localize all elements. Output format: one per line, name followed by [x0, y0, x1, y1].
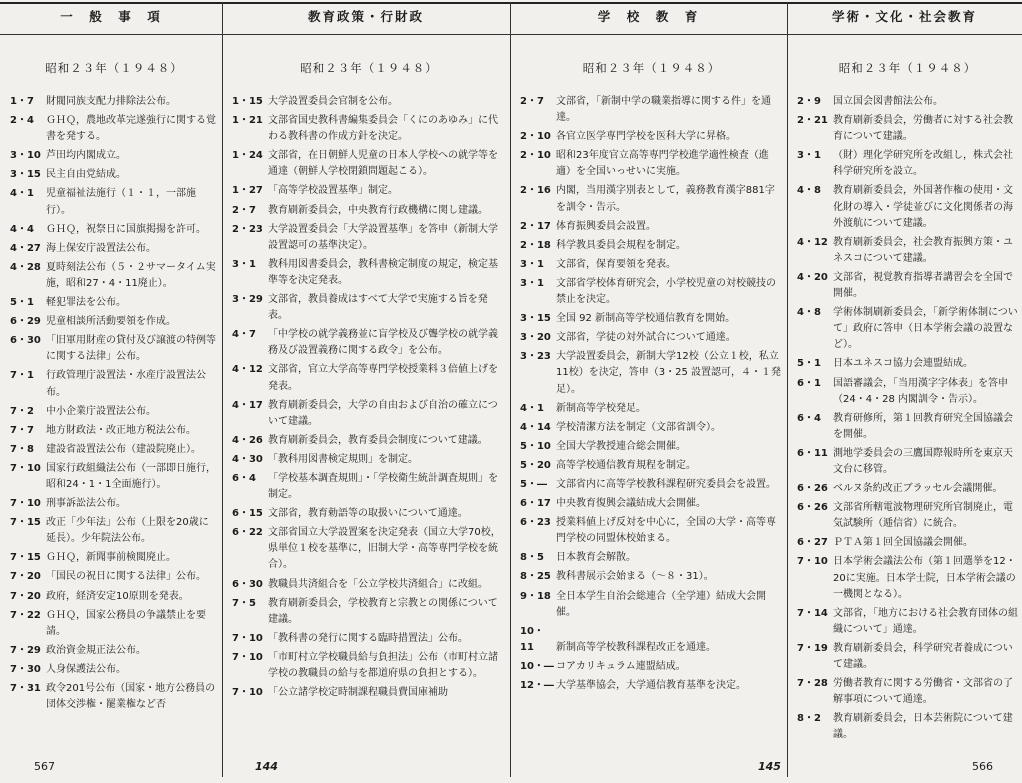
entry-date: 3・20 — [520, 332, 551, 344]
timeline-entry — [232, 577, 506, 593]
entry-text: 教科用図書委員会，教科書検定制度の規定，検定基準等を決定発表。 — [268, 258, 498, 286]
timeline-entry — [232, 203, 506, 219]
entry-text: 文部省，保育要領を発表。 — [556, 258, 676, 270]
entry-text: 芦田均内閣成立。 — [46, 150, 126, 162]
entry-text: 地方財政法・改正地方税法公布。 — [46, 424, 196, 436]
timeline-entry — [10, 662, 218, 678]
entry-date: 2・10 — [520, 150, 551, 162]
column-education-policy — [222, 0, 510, 783]
entry-text: 民主自由党結成。 — [46, 169, 126, 181]
timeline-entry — [797, 711, 1018, 743]
entry-text: 国立国会図書館法公布。 — [833, 96, 943, 107]
entry-text: ベルヌ条約改正ブラッセル会議開催。 — [833, 483, 1003, 495]
column-school-education — [510, 0, 787, 783]
entry-text: 児童相談所活動要領を作成。 — [46, 316, 176, 328]
timeline-entry — [10, 442, 218, 458]
entry-text: 教職員共済組合を「公立学校共済組合」に改組。 — [268, 578, 488, 590]
timeline-entry — [232, 650, 506, 682]
timeline-entry — [10, 222, 218, 238]
timeline-entry — [10, 404, 218, 420]
entry-date: 3・1 — [797, 150, 821, 162]
entry-text: 刑事訴訟法公布。 — [46, 498, 126, 510]
timeline-entry — [520, 458, 783, 474]
entry-date: 2・7 — [232, 204, 256, 216]
entry-text: ＧＨＱ，農地改革完遂強行に関する覚書を発する。 — [46, 115, 216, 143]
entry-date: 7・28 — [797, 678, 828, 690]
timeline-entry — [10, 589, 218, 605]
entry-text: 教育刷新委員会，外国著作権の使用・文化財の導入・学徒並びに文化関係者の海外渡航について建議。 — [833, 185, 1013, 229]
entry-date: 4・14 — [520, 421, 551, 433]
timeline-entry — [10, 608, 218, 640]
entry-date: 8・5 — [520, 552, 544, 564]
entry-text: コアカリキュラム連盟結成。 — [556, 660, 686, 672]
entry-text: ＧＨＱ，国家公務員の争議禁止を要請。 — [46, 609, 206, 637]
timeline-entry — [797, 305, 1018, 353]
entry-date: 6・1 — [797, 377, 821, 389]
entry-text: 全日本学生自治会総連合（全学連）結成大会開催。 — [556, 590, 766, 618]
timeline-entry — [10, 515, 218, 547]
entry-text: 「中学校の就学義務並に盲学校及び聾学校の就学義務及び設置義務に関する政令」を公布。 — [268, 329, 498, 357]
entry-date: 5・1 — [797, 358, 821, 370]
page-number: 145 — [758, 760, 781, 773]
entry-date: 7・20 — [10, 571, 41, 583]
timeline-entry — [520, 550, 783, 566]
entry-date: 3・23 — [520, 351, 551, 363]
entry-text: 文部省，「新制中学の職業指導に関する件」を通達。 — [556, 96, 771, 124]
timeline-entry — [10, 241, 218, 257]
timeline-entry — [232, 631, 506, 647]
entry-date: 6・4 — [797, 412, 821, 424]
timeline-entry — [520, 624, 783, 656]
timeline-entry — [797, 481, 1018, 497]
entry-date: 7・7 — [10, 424, 34, 436]
entry-date: 6・29 — [10, 316, 41, 328]
timeline-entry — [520, 330, 783, 346]
entry-date: 4・28 — [10, 261, 41, 273]
entry-date: 7・8 — [10, 443, 34, 455]
entry-date: 4・26 — [232, 434, 263, 446]
entry-date: 3・15 — [10, 169, 41, 181]
timeline-entry — [520, 515, 783, 547]
entry-text: 文部省，視覚教育指導者講習会を全国で開催。 — [833, 271, 1013, 300]
entry-text: 大学設置委員会「大学設置基準」を答申（新制大学設置認可の基準決定）。 — [268, 223, 498, 251]
timeline-entry — [520, 589, 783, 621]
year-heading: 昭和２３年（１９４８） — [45, 61, 183, 75]
timeline-entry — [10, 260, 218, 292]
column-academic-culture — [787, 0, 1022, 783]
timeline-entry — [797, 235, 1018, 267]
timeline-entry — [797, 183, 1018, 231]
entry-text: 昭和23年度官立高等専門学校進学適性検査（進適）を全国いっせいに実施。 — [556, 150, 769, 178]
year-heading: 昭和２３年（１９４８） — [300, 61, 438, 75]
entry-text: 中央教育復興会議結成大会開催。 — [556, 498, 706, 510]
entry-date: 5・10 — [520, 440, 551, 452]
entry-date: 3・1 — [232, 258, 256, 270]
entry-date: 7・2 — [10, 405, 34, 417]
timeline-entry — [797, 356, 1018, 372]
entry-text: 文部省，教員養成はすべて大学で実施する旨を発表。 — [268, 294, 488, 322]
entry-date: 1・27 — [232, 185, 263, 197]
entry-date: 4・27 — [10, 242, 41, 254]
entry-date: 7・22 — [10, 609, 41, 621]
entry-date: 5・20 — [520, 459, 551, 471]
timeline-entry — [797, 500, 1018, 532]
timeline-entry — [232, 471, 506, 503]
timeline-entry — [797, 446, 1018, 478]
entry-date: 2・23 — [232, 223, 263, 235]
entry-text: 児童福祉法施行（１・１，一部施行）。 — [46, 188, 196, 216]
entry-text: 文部省，教育勅語等の取扱いについて通達。 — [268, 508, 468, 520]
timeline-entry — [232, 525, 506, 573]
timeline-entry — [232, 596, 506, 628]
page-number: 567 — [34, 760, 55, 773]
entry-date: 10・― — [520, 660, 554, 672]
entry-date: 4・12 — [797, 236, 828, 248]
entry-date: 2・10 — [520, 131, 551, 143]
entry-text: 人身保護法公布。 — [46, 663, 126, 675]
timeline-entry — [520, 678, 783, 694]
entry-date: 3・1 — [520, 277, 544, 289]
entry-date: 6・30 — [10, 335, 41, 347]
timeline-entry — [797, 411, 1018, 443]
entry-text: 「教科用図書検定規則」を制定。 — [268, 453, 418, 465]
timeline-entry — [10, 550, 218, 566]
entry-date: 3・1 — [520, 258, 544, 270]
timeline-entry — [520, 94, 783, 126]
entry-date: 6・11 — [797, 447, 828, 459]
timeline-entry — [520, 257, 783, 273]
timeline-entry — [10, 643, 218, 659]
entry-date: 2・7 — [520, 96, 544, 107]
entry-text: 文部省，「地方における社会教育団体の組織について」通達。 — [833, 607, 1018, 635]
entry-text: 「学校基本調査規則」・「学校衛生統計調査規則」を制定。 — [268, 472, 498, 501]
entry-date: 1・21 — [232, 115, 263, 127]
entry-text: 全国大学教授連合総会開催。 — [556, 440, 686, 452]
entry-date: 6・30 — [232, 578, 263, 590]
entry-date: 6・26 — [797, 483, 828, 495]
timeline-entry — [232, 327, 506, 359]
entry-date: 2・4 — [10, 115, 34, 127]
timeline-entry — [232, 398, 506, 430]
timeline-entry — [520, 659, 783, 675]
entry-text: 夏時刻法公布（５・２サマータイム実施，昭和27・4・11廃止）。 — [46, 261, 216, 289]
entry-text: 財閥同族支配力排除法公布。 — [46, 96, 176, 107]
timeline-entry — [10, 94, 218, 110]
page-number: 566 — [972, 760, 993, 773]
entry-date: 7・30 — [10, 663, 41, 675]
entry-text: 文部省，学徒の対外試合について通達。 — [556, 332, 736, 344]
entry-text: 「旧軍用財産の貸付及び譲渡の特例等に関する法律」公布。 — [46, 335, 216, 363]
entry-date: 7・10 — [10, 462, 41, 474]
entry-date: 4・17 — [232, 399, 263, 411]
entry-date: 2・9 — [797, 96, 821, 107]
timeline-entry — [232, 433, 506, 449]
timeline-entry — [232, 113, 506, 145]
timeline-entry — [520, 477, 783, 493]
timeline-entry — [797, 270, 1018, 302]
entry-date: 6・4 — [232, 472, 256, 484]
timeline-entry — [520, 401, 783, 417]
entry-date: 1・7 — [10, 96, 34, 107]
column-header: 学術・文化・社会教育 — [831, 9, 977, 24]
entry-date: 4・1 — [520, 402, 544, 414]
timeline-entry — [232, 148, 506, 180]
entry-list — [797, 94, 1018, 743]
entry-date: 7・14 — [797, 607, 828, 619]
entry-text: 教育刷新委員会，日本芸術院について建議。 — [833, 713, 1013, 741]
entry-text: 海上保安庁設置法公布。 — [46, 242, 156, 254]
timeline-entry — [232, 183, 506, 199]
timeline-entry — [10, 333, 218, 365]
entry-text: 教育刷新委員会，学校教育と宗教との関係について建議。 — [268, 597, 498, 625]
column-header: 一 般 事 項 — [60, 9, 162, 24]
entry-text: 政治資金規正法公布。 — [46, 644, 146, 656]
page-number: 144 — [255, 760, 278, 773]
entry-text: 内閣，当用漢字別表として，義務教育漢字881字を訓令・告示。 — [556, 185, 775, 213]
timeline-entry — [520, 183, 783, 215]
entry-text: 大学設置委員会，新制大学12校（公立１校，私立11校）を決定，答申（3・25 設置認可，４・１発足）。 — [556, 351, 781, 395]
entry-text: 教科書展示会始まる（～８・31）。 — [556, 571, 714, 583]
entry-date: 6・22 — [232, 527, 263, 539]
entry-date: 4・1 — [10, 188, 34, 200]
entry-date: 4・20 — [797, 271, 828, 283]
entry-date: 4・4 — [10, 223, 34, 235]
timeline-entry — [10, 681, 218, 713]
entry-date: 8・25 — [520, 571, 551, 583]
entry-date: 6・15 — [232, 508, 263, 520]
timeline-entry — [797, 641, 1018, 673]
entry-text: 「教科書の発行に関する臨時措置法」公布。 — [268, 632, 468, 644]
timeline-entry — [797, 535, 1018, 551]
entry-date: 3・10 — [10, 150, 41, 162]
entry-date: 7・10 — [797, 556, 828, 568]
timeline-entry — [10, 368, 218, 400]
entry-date: 7・31 — [10, 683, 41, 694]
entry-date: 5・― — [520, 478, 547, 490]
timeline-entry — [520, 569, 783, 585]
entry-text: 教育刷新委員会，中央教育行政機構に関し建議。 — [268, 204, 488, 216]
entry-date: 10・11 — [520, 625, 544, 653]
timeline-entry — [797, 606, 1018, 638]
timeline-entry — [520, 276, 783, 308]
entry-text: 中小企業庁設置法公布。 — [46, 405, 156, 417]
entry-date: 6・23 — [520, 517, 551, 529]
entry-list — [10, 94, 218, 713]
timeline-entry — [520, 349, 783, 397]
entry-text: 教育研修所，第１回教育研究全国協議会を開催。 — [833, 412, 1013, 440]
timeline-entry — [232, 292, 506, 324]
entry-text: 「公立諸学校定時制課程職員費国庫補助 — [268, 687, 448, 699]
entry-text: 高等学校通信教育規程を制定。 — [556, 459, 696, 471]
entry-text: 各官立医学専門学校を医科大学に昇格。 — [556, 131, 736, 143]
entry-date: 4・8 — [797, 307, 821, 319]
entry-text: 日本教育会解散。 — [556, 552, 636, 564]
entry-date: 9・18 — [520, 590, 551, 602]
entry-list — [520, 94, 783, 694]
entry-date: 4・12 — [232, 364, 263, 376]
entry-text: 体育振興委員会設置。 — [556, 220, 656, 232]
entry-date: 12・― — [520, 680, 554, 691]
entry-text: 「市町村立学校職員給与負担法」公布（市町村立諸学校の教職員の給与を都道府県の負担とする）。 — [268, 651, 498, 679]
entry-date: 7・15 — [10, 552, 41, 564]
entry-text: 教育刷新委員会，労働者に対する社会教育について建議。 — [833, 115, 1013, 143]
entry-text: 文部省国史教科書編集委員会「くにのあゆみ」に代わる教科書の作成方針を決定。 — [268, 115, 498, 143]
column-header: 学 校 教 育 — [597, 9, 700, 24]
timeline-entry — [232, 506, 506, 522]
entry-text: 文部省内に高等学校教科課程研究委員会を設置。 — [556, 478, 776, 490]
entry-date: 7・1 — [10, 370, 34, 382]
entry-date: 5・1 — [10, 297, 34, 309]
entry-text: 国家行政組織法公布（一部即日施行，昭和24・1・1全面施行）。 — [46, 462, 216, 490]
entry-date: 7・19 — [797, 642, 828, 654]
timeline-entry — [10, 569, 218, 585]
timeline-entry — [232, 362, 506, 394]
timeline-entry — [10, 496, 218, 512]
entry-text: ＧＨＱ，祝祭日に国旗掲揚を許可。 — [46, 223, 206, 235]
entry-text: 国語審議会，「当用漢字字体表」を答申（24・4・28 内閣訓令・告示）。 — [833, 377, 1008, 405]
column-header: 教育政策・行財政 — [307, 9, 424, 24]
timeline-entry — [520, 238, 783, 254]
entry-text: 学校清潔方法を制定（文部省訓令）。 — [556, 421, 721, 433]
entry-date: 4・30 — [232, 453, 263, 465]
entry-text: 労働者教育に関する労働省・文部省の了解事項について通達。 — [833, 678, 1013, 706]
timeline-entry — [797, 113, 1018, 145]
timeline-entry — [10, 461, 218, 493]
entry-text: 学術体制刷新委員会，「新学術体制について」政府に答申（日本学術会議の設置など）。 — [833, 307, 1018, 351]
entry-date: 7・10 — [232, 632, 263, 644]
timeline-entry — [232, 257, 506, 289]
timeline-entry — [797, 554, 1018, 602]
timeline-entry — [520, 420, 783, 436]
entry-text: 日本学術会議法公布（第１回選挙を12・20に実施。日本学士院，日本学術会議の一機関となる）。 — [833, 556, 1016, 600]
entry-text: 新制高等学校発足。 — [556, 402, 646, 414]
entry-date: 1・24 — [232, 150, 263, 162]
entry-text: ＧＨＱ，新聞事前検閲廃止。 — [46, 552, 176, 564]
timeline-entry — [520, 148, 783, 180]
entry-text: 科学教具委員会規程を制定。 — [556, 239, 686, 251]
entry-text: 授業料値上げ反対を中心に，全国の大学・高等専門学校の同盟休校始まる。 — [556, 517, 776, 545]
entry-date: 7・20 — [10, 590, 41, 602]
entry-text: 改正「少年法」公布（上限を20歳に延長）。少年院法公布。 — [46, 517, 209, 545]
timeline-entry — [797, 376, 1018, 408]
entry-text: 大学設置委員会官制を公布。 — [268, 96, 398, 107]
timeline-entry — [232, 685, 506, 701]
entry-text: 「高等学校設置基準」制定。 — [268, 185, 398, 197]
entry-list — [232, 94, 506, 701]
entry-date: 7・15 — [10, 517, 41, 529]
entry-text: （財）理化学研究所を改組し，株式会社科学研究所を設立。 — [833, 150, 1013, 178]
entry-text: 文部省，官立大学高等専門学校授業料３倍値上げを発表。 — [268, 364, 498, 392]
entry-date: 7・10 — [232, 651, 263, 663]
entry-text: 文部省，在日朝鮮人児童の日本人学校への就学等を通達（朝鮮人学校閉鎖問題起こる）。 — [268, 150, 498, 178]
timeline-entry — [797, 148, 1018, 180]
entry-text: 教育刷新委員会，教育委員会制度について建議。 — [268, 434, 488, 446]
timeline-entry — [232, 222, 506, 254]
entry-text: 行政管理庁設置法・水産庁設置法公布。 — [46, 370, 206, 398]
entry-text: 軽犯罪法を公布。 — [46, 297, 126, 309]
entry-date: 6・27 — [797, 537, 828, 549]
entry-date: 8・2 — [797, 713, 821, 725]
entry-date: 3・15 — [520, 313, 551, 325]
entry-date: 2・21 — [797, 115, 828, 127]
entry-date: 4・7 — [232, 329, 256, 341]
year-heading: 昭和２３年（１９４８） — [582, 61, 721, 75]
timeline-entry — [797, 94, 1018, 110]
entry-text: 「国民の祝日に関する法律」公布。 — [46, 571, 206, 583]
entry-text: 教育刷新委員会，科学研究者養成について建議。 — [833, 642, 1013, 670]
entry-date: 7・5 — [232, 597, 256, 609]
timeline-entry — [232, 94, 506, 110]
timeline-entry — [10, 186, 218, 218]
timeline-entry — [232, 452, 506, 468]
timeline-entry — [10, 295, 218, 311]
entry-date: 2・18 — [520, 239, 551, 251]
entry-date: 6・17 — [520, 498, 551, 510]
entry-text: 大学基準協会，大学通信教育基準を決定。 — [556, 680, 746, 691]
timeline-entry — [10, 148, 218, 164]
timeline-entry — [10, 167, 218, 183]
entry-text: 教育刷新委員会，社会教育振興方策・ユネスコについて建議。 — [833, 236, 1013, 264]
entry-text: ＰＴＡ第１回全国協議会開催。 — [833, 537, 973, 549]
entry-text: 新制高等学校教科課程改正を通達。 — [556, 641, 716, 653]
entry-date: 6・26 — [797, 502, 828, 514]
entry-text: 政令201号公布（国家・地方公務員の団体交渉権・罷業権など否 — [46, 683, 216, 711]
timeline-entry — [520, 439, 783, 455]
entry-text: 教育刷新委員会，大学の自由および自治の確立について建議。 — [268, 399, 498, 427]
timeline-entry — [10, 314, 218, 330]
year-heading: 昭和２３年（１９４８） — [838, 61, 977, 75]
timeline-entry — [520, 129, 783, 145]
entry-date: 7・29 — [10, 644, 41, 656]
timeline-entry — [520, 496, 783, 512]
timeline-entry — [520, 311, 783, 327]
entry-date: 1・15 — [232, 96, 263, 107]
entry-text: 文部省学校体育研究会，小学校児童の対校競技の禁止を決定。 — [556, 277, 776, 306]
entry-text: 文部省国立大学設置案を決定発表（国立大学70校，県単位１校を基準に，旧制大学・高等専門学校を統合）。 — [268, 527, 501, 571]
timeline-entry — [10, 113, 218, 145]
entry-text: 文部省所轄電波物理研究所官制廃止，電気試験所（逓信省）に統合。 — [833, 502, 1013, 530]
entry-date: 3・29 — [232, 294, 263, 306]
entry-text: 全国 92 新制高等学校通信教育を開始。 — [556, 313, 736, 325]
entry-text: 日本ユネスコ協力会連盟結成。 — [833, 358, 973, 370]
entry-date: 7・10 — [232, 687, 263, 699]
entry-text: 建設省設置法公布（建設院廃止）。 — [46, 443, 201, 455]
timeline-entry — [520, 219, 783, 235]
entry-date: 4・8 — [797, 185, 821, 197]
column-general-affairs — [0, 0, 222, 783]
entry-date: 2・17 — [520, 220, 551, 232]
entry-date: 2・16 — [520, 185, 551, 197]
timeline-entry — [10, 423, 218, 439]
entry-text: 測地学委員会の三鷹国際報時所を東京天文台に移管。 — [833, 447, 1013, 475]
timeline-entry — [797, 676, 1018, 708]
entry-date: 7・10 — [10, 498, 41, 510]
entry-text: 政府，経済安定10原則を発表。 — [46, 590, 189, 602]
